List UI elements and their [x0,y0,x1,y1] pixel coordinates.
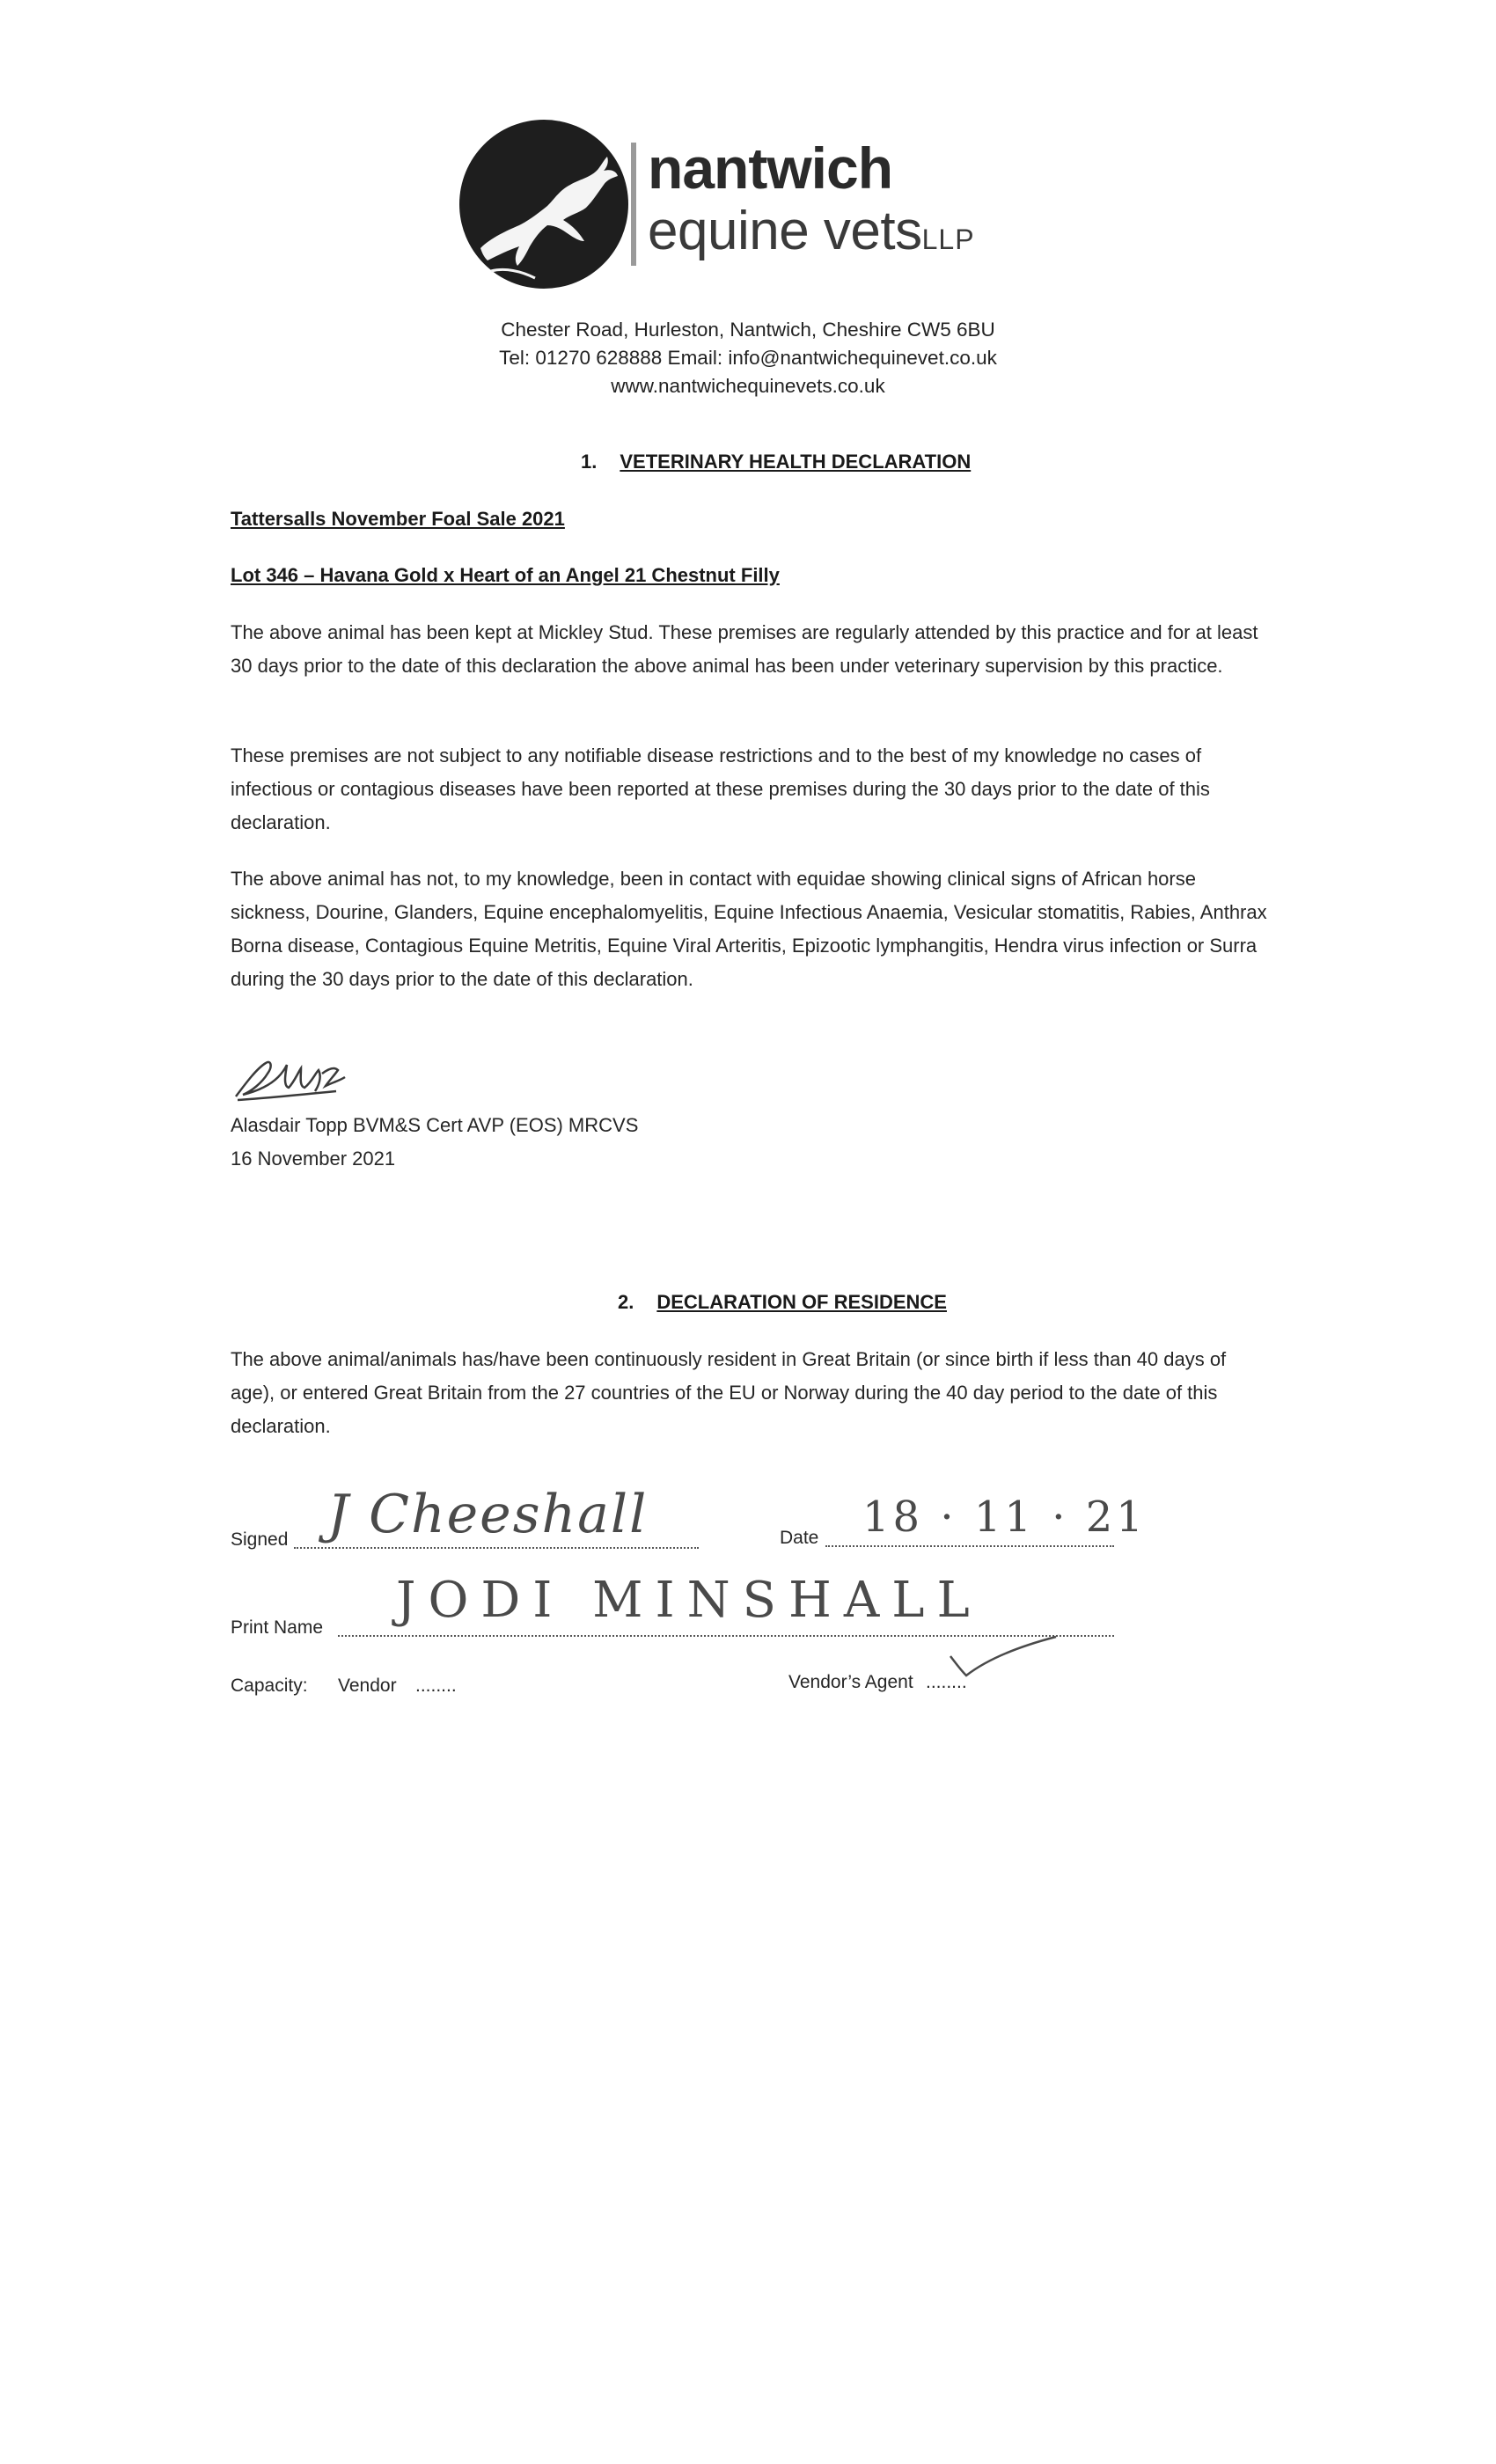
date-value[interactable]: 18 · 11 · 21 [862,1492,1147,1542]
logo-llp: LLP [921,224,975,255]
logo-sub-text: equine vets [648,201,922,261]
section1-title: VETERINARY HEALTH DECLARATION [620,451,972,473]
capacity-label: Capacity: [231,1676,308,1696]
agent-tick-mark [947,1632,1061,1684]
paragraph-supervision: The above animal has been kept at Mickley Stud. These premises are regularly attended by this practice and for at least 30 days prior to the date of this declaration the above animal has been under veterinary supervision by this practice. [231,621,1258,677]
agent-dots[interactable]: ........ [926,1672,967,1692]
signed-label: Signed [231,1529,289,1550]
section2-heading [618,1291,947,1314]
vet-date: 16 November 2021 [231,1148,396,1170]
section2-title: DECLARATION OF RESIDENCE [656,1291,947,1313]
paragraph-residence: The above animal/animals has/have been continuously resident in Great Britain (or since birth if less than 40 days of age), or entered Great Britain from the 27 countries of the EU or Norway during the 40 day period to the date of this declaration. [231,1348,1227,1437]
print-name-label: Print Name [231,1617,324,1638]
section2-number: 2. [618,1291,634,1313]
section1-number: 1. [581,451,598,473]
contact-line: Tel: 01270 628888 Email: info@nantwichequinevet.co.uk [499,347,997,369]
address-line: Chester Road, Hurleston, Nantwich, Cheshire CW5 6BU [501,319,995,341]
vet-name: Alasdair Topp BVM&S Cert AVP (EOS) MRCVS [231,1114,639,1136]
website-line: www.nantwichequinevets.co.uk [611,375,885,397]
print-name-value[interactable]: JODI MINSHALL [396,1572,982,1629]
logo-wordmark: nantwich [648,136,893,201]
paragraph-disease-contact: The above animal has not, to my knowledge, been in contact with equidae showing clinical signs of African horse sickness, Dourine, Glanders, Equine encephalomyelitis, Equine Infectious Anaemia, Vesicular stomatitis, Rabies, Anthrax Borna disease, Contagious Equine Metritis, Equine Viral Arteritis, Epizootic lymphangitis, Hendra virus infection or Surra during the 30 days prior to the date of this declaration. [231,868,1267,990]
paragraph-restrictions: These premises are not subject to any notifiable disease restrictions and to the best of my knowledge no cases of infectious or contagious diseases have been reported at these premises during the 30 days prior to the date of this declaration. [231,744,1210,833]
signed-line [294,1547,699,1549]
lot-title: Lot 346 – Havana Gold x Heart of an Angel 21 Chestnut Filly [231,564,780,586]
vendor-label: Vendor [338,1676,397,1696]
logo-divider [631,143,636,266]
vet-signature [231,1047,371,1109]
agent-label: Vendor’s Agent [788,1672,913,1692]
date-line [825,1545,1114,1547]
horse-logo-icon [456,116,632,292]
sale-title: Tattersalls November Foal Sale 2021 [231,508,565,530]
section1-heading [581,451,971,473]
logo-subtitle [648,201,975,261]
vendor-dots[interactable]: ........ [415,1676,457,1696]
signed-value[interactable]: J Cheeshall [327,1484,649,1545]
date-label: Date [780,1528,819,1548]
